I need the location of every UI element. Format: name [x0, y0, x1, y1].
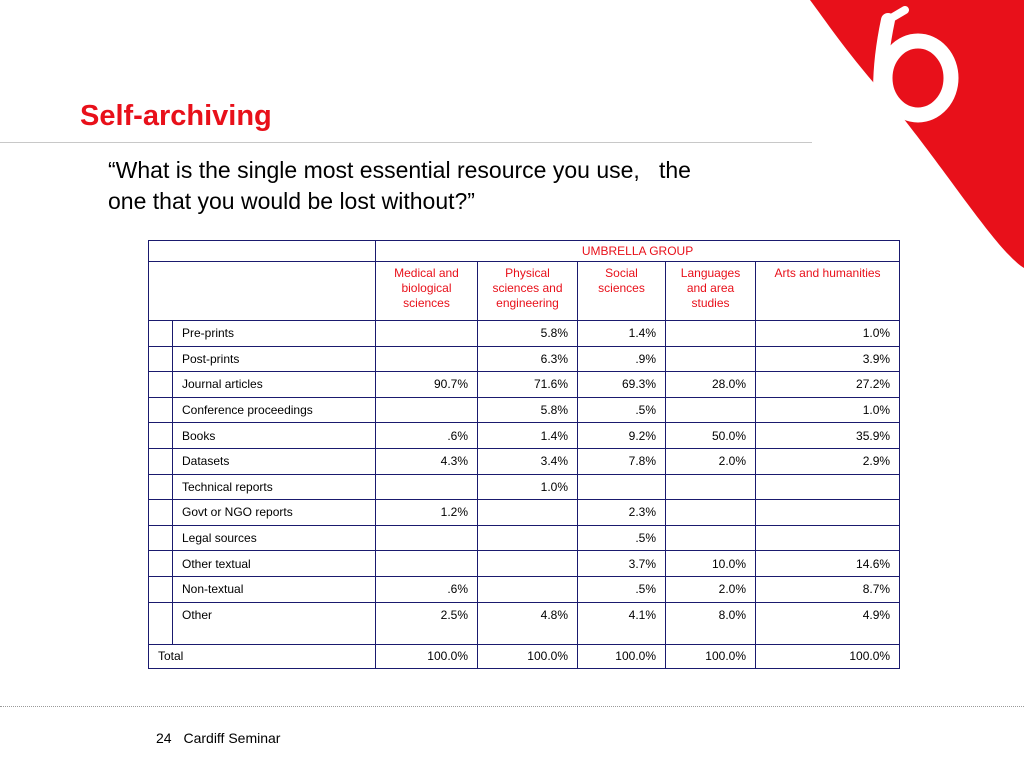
row-label: Technical reports [173, 474, 376, 500]
header-empty-cell [149, 262, 376, 321]
total-row [149, 644, 900, 668]
table-cell: 3.7% [578, 551, 666, 577]
row-indent-cell [149, 576, 173, 602]
table-cell: .5% [578, 525, 666, 551]
table-cell: 1.0% [478, 474, 578, 500]
column-header: Arts and humanities [756, 262, 900, 321]
table-cell: 50.0% [666, 423, 756, 449]
table-cell: 3.4% [478, 448, 578, 474]
row-label: Non-textual [173, 576, 376, 602]
table-cell: 5.8% [478, 397, 578, 423]
table-row [149, 372, 900, 398]
table-cell: 28.0% [666, 372, 756, 398]
table-cell [666, 397, 756, 423]
slide-title: Self-archiving [80, 100, 272, 132]
header-empty-cell [149, 241, 376, 262]
question-line-1: “What is the single most essential resource you use, the [108, 157, 691, 183]
umbrella-header-row [149, 241, 900, 262]
table-cell: 5.8% [478, 321, 578, 347]
table-row [149, 397, 900, 423]
row-label: Journal articles [173, 372, 376, 398]
row-indent-cell [149, 346, 173, 372]
table-cell: 4.8% [478, 602, 578, 644]
table-cell [376, 321, 478, 347]
table-cell [578, 474, 666, 500]
total-value: 100.0% [756, 644, 900, 668]
table-cell [666, 474, 756, 500]
table-cell: 9.2% [578, 423, 666, 449]
footer [156, 730, 288, 746]
total-value: 100.0% [578, 644, 666, 668]
table-cell: 4.3% [376, 448, 478, 474]
resource-table [148, 240, 900, 669]
table-cell: 2.5% [376, 602, 478, 644]
table-cell: 69.3% [578, 372, 666, 398]
table-row [149, 474, 900, 500]
table-cell [478, 500, 578, 526]
table-cell [376, 474, 478, 500]
row-label: Conference proceedings [173, 397, 376, 423]
table-cell: .6% [376, 576, 478, 602]
table-cell: 8.7% [756, 576, 900, 602]
table-cell [376, 397, 478, 423]
table-cell: 2.0% [666, 448, 756, 474]
table-cell: 8.0% [666, 602, 756, 644]
table-row [149, 576, 900, 602]
row-indent-cell [149, 397, 173, 423]
total-value: 100.0% [478, 644, 578, 668]
column-header: Social sciences [578, 262, 666, 321]
table-cell: 3.9% [756, 346, 900, 372]
table-cell: 6.3% [478, 346, 578, 372]
row-indent-cell [149, 551, 173, 577]
row-indent-cell [149, 474, 173, 500]
table-cell: 27.2% [756, 372, 900, 398]
row-label: Other [173, 602, 376, 644]
table-cell: 4.1% [578, 602, 666, 644]
table-cell: 71.6% [478, 372, 578, 398]
row-indent-cell [149, 372, 173, 398]
table-row [149, 525, 900, 551]
table-cell [376, 525, 478, 551]
row-indent-cell [149, 602, 173, 644]
row-indent-cell [149, 500, 173, 526]
table-cell: 35.9% [756, 423, 900, 449]
table-cell: .9% [578, 346, 666, 372]
survey-question [108, 155, 828, 217]
table-cell: 1.4% [578, 321, 666, 347]
table-cell [376, 346, 478, 372]
table-row [149, 423, 900, 449]
table-cell: 1.2% [376, 500, 478, 526]
table-cell [478, 576, 578, 602]
footer-text: Cardiff Seminar [183, 730, 281, 746]
table-row [149, 321, 900, 347]
row-label: Govt or NGO reports [173, 500, 376, 526]
table-row [149, 500, 900, 526]
table-row [149, 448, 900, 474]
row-indent-cell [149, 525, 173, 551]
row-label: Books [173, 423, 376, 449]
total-label: Total [149, 644, 376, 668]
column-header: Languages and area studies [666, 262, 756, 321]
row-indent-cell [149, 423, 173, 449]
row-label: Datasets [173, 448, 376, 474]
table-cell [756, 474, 900, 500]
table-row [149, 602, 900, 644]
umbrella-group-header: UMBRELLA GROUP [376, 241, 900, 262]
column-header: Medical and biological sciences [376, 262, 478, 321]
table-cell [376, 551, 478, 577]
row-label: Legal sources [173, 525, 376, 551]
total-value: 100.0% [666, 644, 756, 668]
table-cell [756, 525, 900, 551]
table-cell: 10.0% [666, 551, 756, 577]
row-indent-cell [149, 448, 173, 474]
table-cell: .6% [376, 423, 478, 449]
table-cell [478, 525, 578, 551]
total-value: 100.0% [376, 644, 478, 668]
table-cell [666, 346, 756, 372]
table-cell: .5% [578, 576, 666, 602]
table-row [149, 346, 900, 372]
column-header: Physical sciences and engineering [478, 262, 578, 321]
row-label: Pre-prints [173, 321, 376, 347]
footer-divider [0, 706, 1024, 707]
table-cell: 2.9% [756, 448, 900, 474]
table-cell: 14.6% [756, 551, 900, 577]
row-label: Post-prints [173, 346, 376, 372]
table-cell [666, 500, 756, 526]
table-cell [666, 525, 756, 551]
table-cell: 2.3% [578, 500, 666, 526]
row-label: Other textual [173, 551, 376, 577]
table-row [149, 551, 900, 577]
table-cell: 7.8% [578, 448, 666, 474]
table-cell [666, 321, 756, 347]
table-cell: 1.4% [478, 423, 578, 449]
column-header-row [149, 262, 900, 321]
table-cell: 2.0% [666, 576, 756, 602]
page-number: 24 [156, 730, 172, 746]
table-cell: 1.0% [756, 321, 900, 347]
table-cell [756, 500, 900, 526]
table-cell: .5% [578, 397, 666, 423]
question-line-2: one that you would be lost without?” [108, 188, 475, 214]
table-cell: 1.0% [756, 397, 900, 423]
title-divider [0, 142, 812, 143]
table-cell: 4.9% [756, 602, 900, 644]
row-indent-cell [149, 321, 173, 347]
table-cell [478, 551, 578, 577]
table-cell: 90.7% [376, 372, 478, 398]
